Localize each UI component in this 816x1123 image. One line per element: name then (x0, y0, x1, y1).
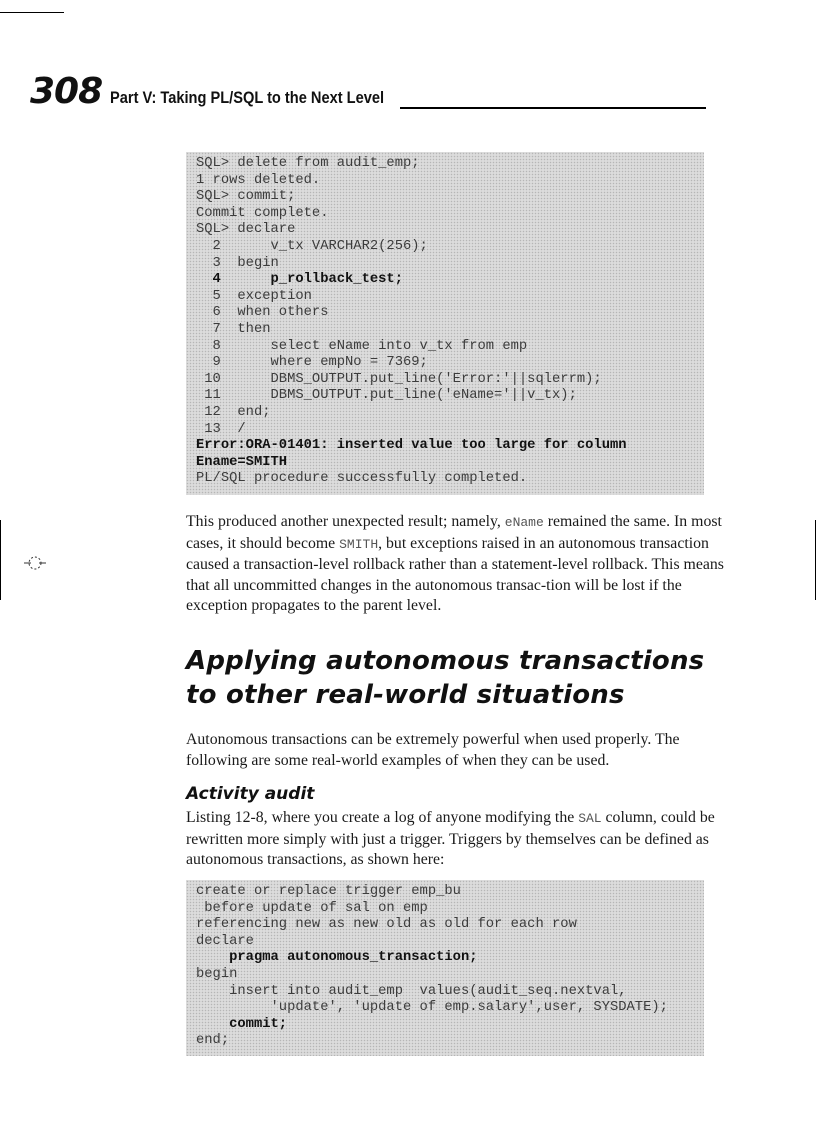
code-line: end; (196, 1033, 230, 1049)
code-line: begin (196, 966, 238, 982)
code-line: 6 when others (196, 305, 329, 321)
code-line: 1 rows deleted. (196, 172, 321, 188)
code-line: 5 exception (196, 288, 312, 304)
code-line: before update of sal on emp (196, 900, 428, 916)
heading-line: Applying autonomous transactions (186, 646, 705, 676)
page-number: 308 (30, 71, 103, 112)
code-line: 9 where empNo = 7369; (196, 355, 428, 371)
code-listing-sqlplus (186, 152, 704, 495)
code-line: referencing new as new old as old for each row (196, 917, 577, 933)
text-run: , but exceptions raised in an autonomous transaction caused a transaction-level rollback rather than a statement-level rollback. This means that all uncommitted changes in the autonomous transac-tion will be lost if the exception propagates to the parent level. (186, 534, 724, 614)
code-line: declare (196, 933, 254, 949)
code-line: 11 DBMS_OUTPUT.put_line('eName='||v_tx); (196, 388, 577, 404)
code-line: PL/SQL procedure successfully completed. (196, 471, 528, 487)
code-line: SQL> commit; (196, 189, 296, 205)
code-line: 2 v_tx VARCHAR2(256); (196, 238, 428, 254)
inline-code-smith: SMITH (339, 536, 379, 552)
code-listing-trigger (186, 880, 704, 1056)
code-line-ename-output: Ename=SMITH (196, 454, 288, 470)
code-line: 13 / (196, 421, 246, 437)
code-line: 8 select eName into v_tx from emp (196, 338, 528, 354)
code-line: 7 then (196, 321, 271, 337)
code-line: 'update', 'update of emp.salary',user, SYSDATE); (196, 1000, 668, 1016)
code-line: 3 begin (196, 255, 279, 271)
text-run: This produced another unexpected result; namely, (186, 513, 505, 530)
code-line-bold: 4 p_rollback_test; (196, 272, 403, 288)
text-run: remained the same. In most cases, it should become (186, 513, 722, 552)
code-line-bold: pragma autonomous_transaction; (196, 950, 478, 966)
running-header-title: Part V: Taking PL/SQL to the Next Level (110, 88, 385, 107)
text-run: Listing 12-8, where you create a log of anyone modifying the (186, 809, 579, 826)
code-line: create or replace trigger emp_bu (196, 884, 461, 899)
body-paragraph-rollback (186, 512, 726, 617)
code-line: SQL> delete from audit_emp; (196, 156, 420, 171)
code-line: Commit complete. (196, 205, 329, 221)
code-line: SQL> declare (196, 222, 296, 238)
body-paragraph-intro: Autonomous transactions can be extremely powerful when used properly. The following are some real-world examples of when they can be used. (186, 731, 680, 769)
code-line-error-output: Error:ORA-01401: inserted value too large for column (196, 438, 627, 454)
text-run: column, could be rewritten more simply with just a trigger. Triggers by themselves can be defined as autonomous transactions, as shown here: (186, 809, 715, 868)
crop-target-icon (24, 552, 46, 574)
code-line: 10 DBMS_OUTPUT.put_line('Error:'||sqlerrm); (196, 371, 602, 387)
header-rule (400, 107, 706, 109)
inline-code-ename: eName (504, 515, 544, 530)
inline-code-sal: SAL (578, 811, 602, 826)
body-paragraph-trigger (186, 808, 726, 871)
code-line: insert into audit_emp values(audit_seq.nextval, (196, 983, 627, 999)
subheading-activity-audit: Activity audit (186, 784, 315, 804)
heading-line: to other real-world situations (186, 680, 625, 710)
crop-mark-left (0, 520, 1, 600)
section-heading (186, 644, 746, 712)
code-line-bold: commit; (196, 1016, 288, 1032)
code-line: 12 end; (196, 404, 271, 420)
top-corner-rule (0, 12, 64, 13)
